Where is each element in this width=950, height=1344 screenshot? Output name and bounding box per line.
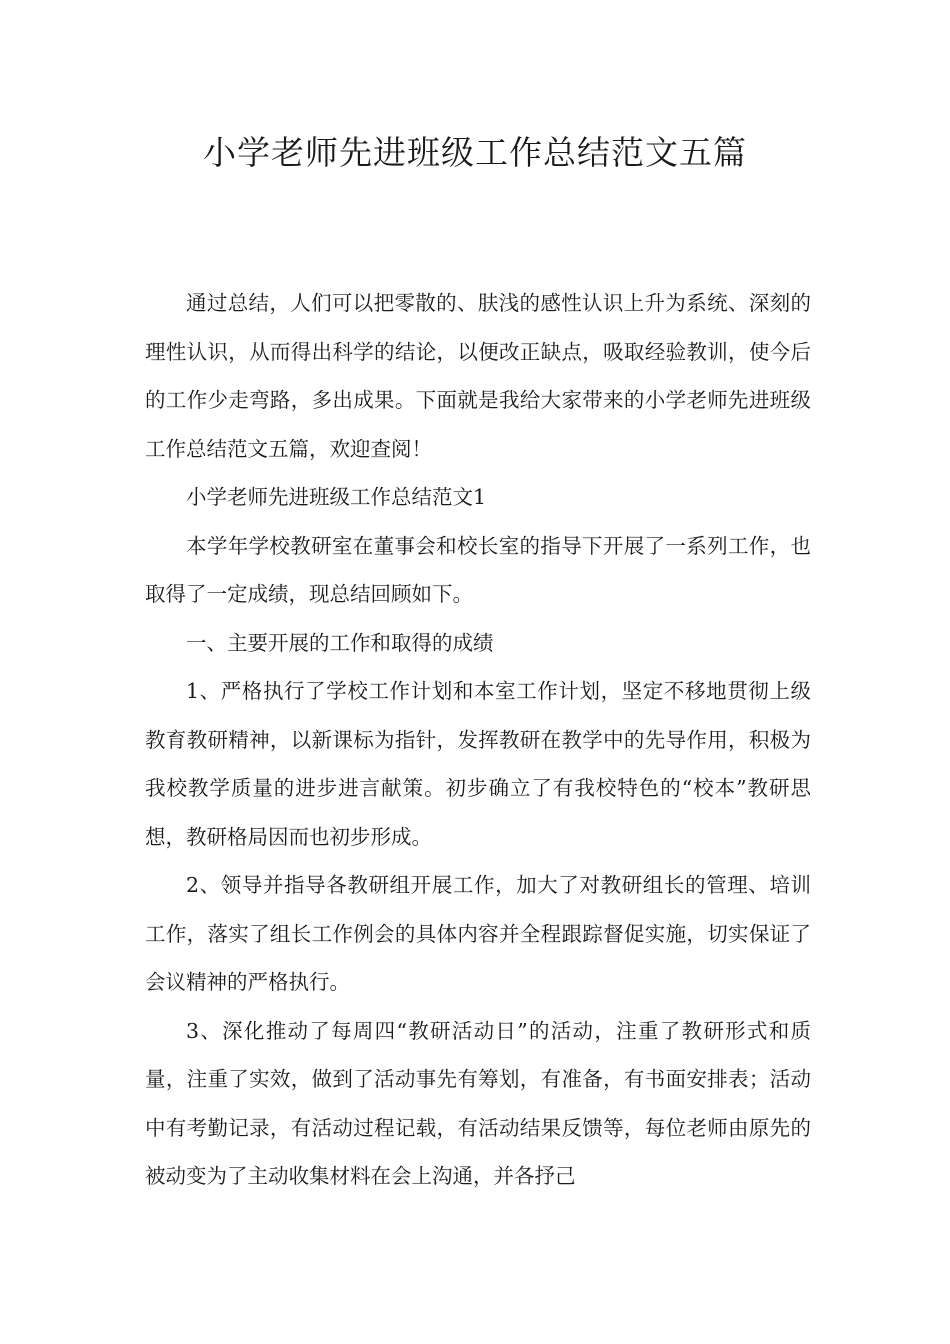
body-paragraph: 2、领导并指导各教研组开展工作，加大了对教研组长的管理、培训工作，落实了组长工作例会的具体内容并全程跟踪督促实施，切实保证了会议精神的严格执行。 bbox=[145, 873, 811, 994]
subsection-heading: 一、主要开展的工作和取得的成绩 bbox=[186, 630, 494, 655]
body-paragraph: 1、严格执行了学校工作计划和本室工作计划，坚定不移地贯彻上级教育教研精神，以新课标为指针，发挥教研在教学中的先导作用，积极为我校教学质量的进步进言献策。初步确立了有我校特色的“校本”教研思想，教研格局因而也初步形成。 bbox=[145, 679, 811, 849]
body-paragraph: 3、深化推动了每周四“教研活动日”的活动，注重了教研形式和质量，注重了实效，做到了活动事先有筹划，有准备，有书面安排表；活动中有考勤记录，有活动过程记载，有活动结果反馈等，每位老师由原先的被动变为了主动收集材料在会上沟通，并各抒己 bbox=[145, 1018, 811, 1188]
intro-paragraph: 通过总结，人们可以把零散的、肤浅的感性认识上升为系统、深刻的理性认识，从而得出科学的结论，以便改正缺点，吸取经验教训，使今后的工作少走弯路，多出成果。下面就是我给大家带来的小学老师先进班级工作总结范文五篇，欢迎查阅！ bbox=[145, 291, 811, 461]
document-body bbox=[145, 279, 811, 1201]
document-title: 小学老师先进班级工作总结范文五篇 bbox=[203, 133, 747, 172]
section-heading: 小学老师先进班级工作总结范文1 bbox=[186, 485, 487, 509]
body-paragraph: 本学年学校教研室在董事会和校长室的指导下开展了一系列工作，也取得了一定成绩，现总结回顾如下。 bbox=[145, 533, 811, 606]
